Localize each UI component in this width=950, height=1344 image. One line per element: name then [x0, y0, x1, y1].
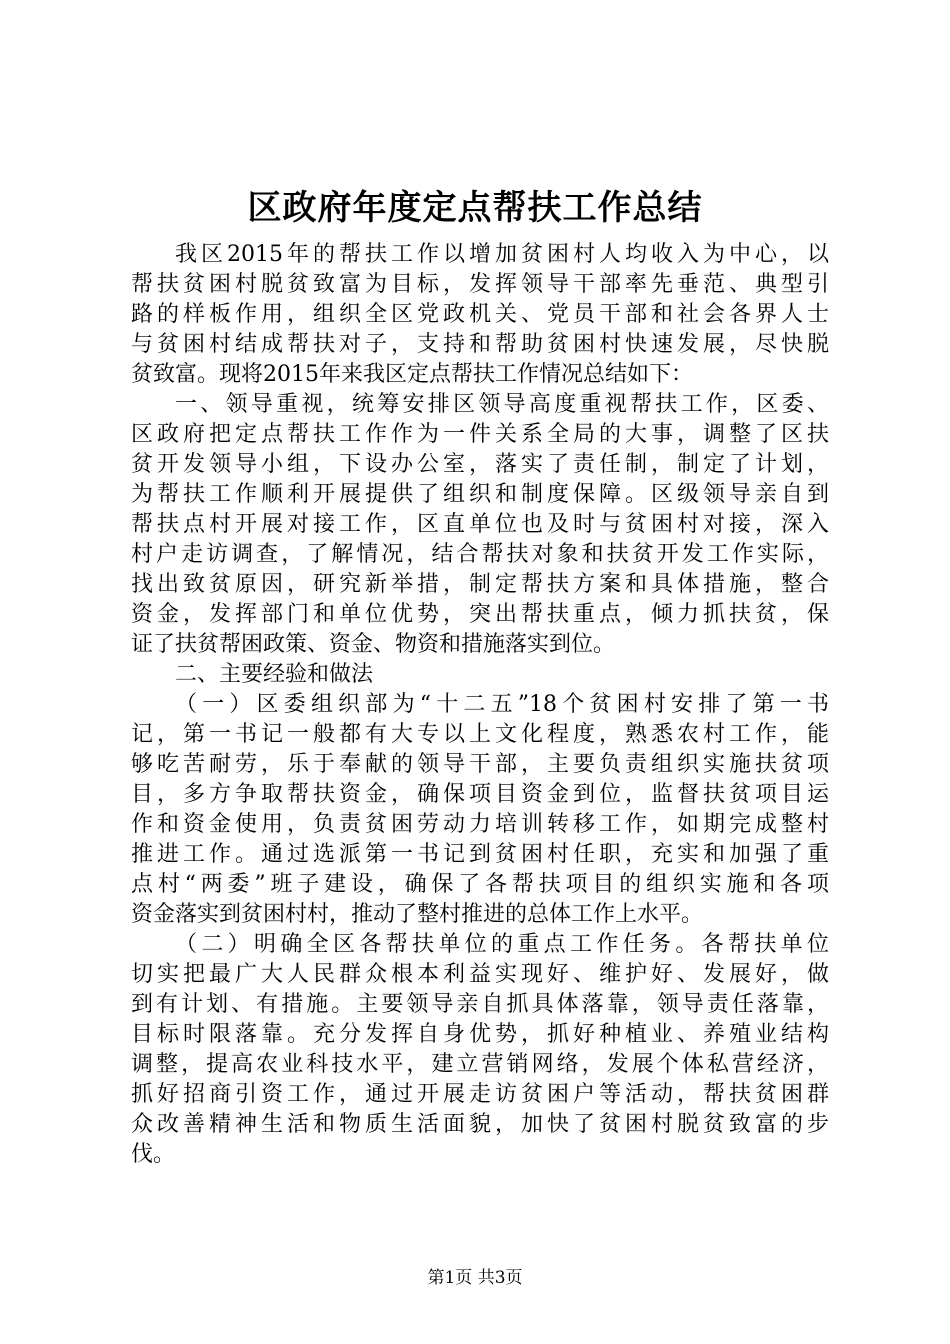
- body-line: 够吃苦耐劳，乐于奉献的领导干部，主要负责组织实施扶贫项: [131, 752, 829, 777]
- body-line: 目标时限落靠。充分发挥自身优势，抓好种植业、养殖业结构: [131, 1022, 829, 1047]
- body-line: 与贫困村结成帮扶对子，支持和帮助贫困村快速发展，尽快脱: [131, 332, 829, 357]
- body-line: 村户走访调查，了解情况，结合帮扶对象和扶贫开发工作实际，: [131, 542, 829, 567]
- body-line: 到有计划、有措施。主要领导亲自抓具体落靠，领导责任落靠，: [131, 992, 829, 1017]
- body-line: 帮扶点村开展对接工作，区直单位也及时与贫困村对接，深入: [131, 512, 829, 537]
- body-line: 为帮扶工作顺利开展提供了组织和制度保障。区级领导亲自到: [131, 482, 829, 507]
- body-line: 区政府把定点帮扶工作作为一件关系全局的大事，调整了区扶: [131, 422, 829, 447]
- page-number-footer: 第1页 共3页: [427, 1268, 523, 1288]
- body-line: 推进工作。通过选派第一书记到贫困村任职，充实和加强了重: [131, 842, 829, 867]
- body-line: 众改善精神生活和物质生活面貌，加快了贫困村脱贫致富的步: [131, 1112, 829, 1137]
- body-line: 路的样板作用，组织全区党政机关、党员干部和社会各界人士: [131, 302, 829, 327]
- body-line: 贫致富。现将2015年来我区定点帮扶工作情况总结如下：: [131, 362, 693, 387]
- body-line: 抓好招商引资工作，通过开展走访贫困户等活动，帮扶贫困群: [131, 1082, 829, 1107]
- body-line: 切实把最广大人民群众根本利益实现好、维护好、发展好，做: [131, 962, 829, 987]
- body-line: 目，多方争取帮扶资金，确保项目资金到位，监督扶贫项目运: [131, 782, 829, 807]
- body-line: 找出致贫原因，研究新举措，制定帮扶方案和具体措施，整合: [131, 572, 829, 597]
- body-line: 帮扶贫困村脱贫致富为目标，发挥领导干部率先垂范、典型引: [131, 272, 829, 297]
- body-line: 我区2015年的帮扶工作以增加贫困村人均收入为中心，以: [175, 242, 829, 267]
- body-line: 作和资金使用，负责贫困劳动力培训转移工作，如期完成整村: [131, 812, 829, 837]
- section-heading: 二、主要经验和做法: [175, 662, 374, 687]
- body-line: 记，第一书记一般都有大专以上文化程度，熟悉农村工作，能: [131, 722, 829, 747]
- body-line: 伐。: [131, 1142, 176, 1167]
- body-line: （二）明确全区各帮扶单位的重点工作任务。各帮扶单位: [175, 932, 829, 957]
- document-title: 区政府年度定点帮扶工作总结: [247, 188, 703, 228]
- body-line: 资金落实到贫困村村，推动了整村推进的总体工作上水平。: [131, 902, 704, 927]
- body-line: （一）区委组织部为“十二五”18个贫困村安排了第一书: [175, 692, 829, 717]
- body-line: 证了扶贫帮困政策、资金、物资和措施落实到位。: [131, 632, 616, 657]
- body-line: 贫开发领导小组，下设办公室，落实了责任制，制定了计划，: [131, 452, 829, 477]
- body-line: 资金，发挥部门和单位优势，突出帮扶重点，倾力抓扶贫，保: [131, 602, 829, 627]
- body-line: 点村“两委”班子建设，确保了各帮扶项目的组织实施和各项: [131, 872, 829, 897]
- body-line: 调整，提高农业科技水平，建立营销网络，发展个体私营经济，: [131, 1052, 829, 1077]
- body-line: 一、领导重视，统筹安排区领导高度重视帮扶工作，区委、: [175, 392, 829, 417]
